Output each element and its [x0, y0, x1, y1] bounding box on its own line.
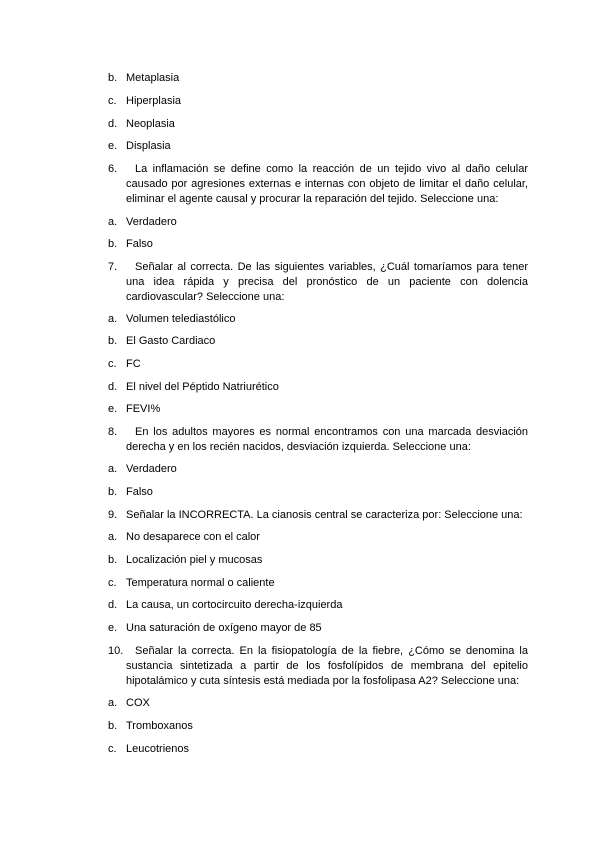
question-number: 8.	[108, 426, 118, 438]
option-text: Verdadero	[126, 463, 177, 475]
option-marker: c.	[108, 358, 117, 370]
option-marker: b.	[108, 486, 118, 498]
option-text: Falso	[126, 486, 153, 498]
option-marker: b.	[108, 554, 118, 566]
option-text: Localización piel y mucosas	[126, 554, 263, 566]
question-text: Señalar al correcta. De las siguientes variables, ¿Cuál tomaríamos para tener una idea rápida y precisa del pronóstico de un paciente con dolencia cardiovascular? Seleccione una:	[126, 261, 528, 303]
option-marker: e.	[108, 403, 118, 415]
option-marker: d.	[108, 599, 118, 611]
option-text: El Gasto Cardiaco	[126, 335, 216, 347]
option-marker: e.	[108, 140, 118, 152]
option-marker: c.	[108, 577, 117, 589]
question-number: 9.	[108, 509, 118, 521]
question-number: 7.	[108, 261, 118, 273]
option-text: Una saturación de oxígeno mayor de 85	[126, 622, 322, 634]
option-marker: d.	[108, 381, 118, 393]
option-text: Verdadero	[126, 216, 177, 228]
option-text: FEVI%	[126, 403, 161, 415]
option-marker: a.	[108, 531, 118, 543]
option-marker: b.	[108, 335, 118, 347]
option-marker: a.	[108, 216, 118, 228]
option-text: Volumen telediastólico	[126, 313, 236, 325]
option-marker: b.	[108, 72, 118, 84]
option-marker: c.	[108, 95, 117, 107]
option-marker: a.	[108, 463, 118, 475]
question-number: 6.	[108, 163, 118, 175]
option-text: COX	[126, 697, 150, 709]
option-text: Falso	[126, 238, 153, 250]
option-marker: e.	[108, 622, 118, 634]
option-marker: d.	[108, 118, 118, 130]
option-text: La causa, un cortocircuito derecha-izquierda	[126, 599, 343, 611]
option-text: Leucotrienos	[126, 743, 189, 755]
question-text: Señalar la INCORRECTA. La cianosis central se caracteriza por: Seleccione una:	[126, 509, 523, 521]
question-number: 10.	[108, 645, 124, 657]
option-text: Hiperplasia	[126, 95, 182, 107]
option-text: FC	[126, 358, 141, 370]
option-text: Metaplasia	[126, 72, 180, 84]
option-marker: a.	[108, 697, 118, 709]
option-text: El nivel del Péptido Natriurético	[126, 381, 279, 393]
option-marker: b.	[108, 720, 118, 732]
option-text: No desaparece con el calor	[126, 531, 260, 543]
question-text: Señalar la correcta. En la fisiopatología de la fiebre, ¿Cómo se denomina la sustancia sintetizada a partir de los fosfolípidos de membrana del epitelio hipotalámico y cuta síntesis está mediada por la fosfolipasa A2? Seleccione una:	[126, 645, 528, 687]
option-marker: b.	[108, 238, 118, 250]
option-marker: c.	[108, 743, 117, 755]
option-marker: a.	[108, 313, 118, 325]
question-text: La inflamación se define como la reacción de un tejido vivo al daño celular causado por agresiones externas e internas con objeto de limitar el daño celular, eliminar el agente causal y procurar la reparación del tejido. Seleccione una:	[126, 163, 528, 205]
option-text: Tromboxanos	[126, 720, 193, 732]
question-text: En los adultos mayores es normal encontramos con una marcada desviación derecha y en los recién nacidos, desviación izquierda. Seleccione una:	[126, 426, 528, 453]
option-text: Neoplasia	[126, 118, 175, 130]
option-text: Temperatura normal o caliente	[126, 577, 275, 589]
option-text: Displasia	[126, 140, 171, 152]
